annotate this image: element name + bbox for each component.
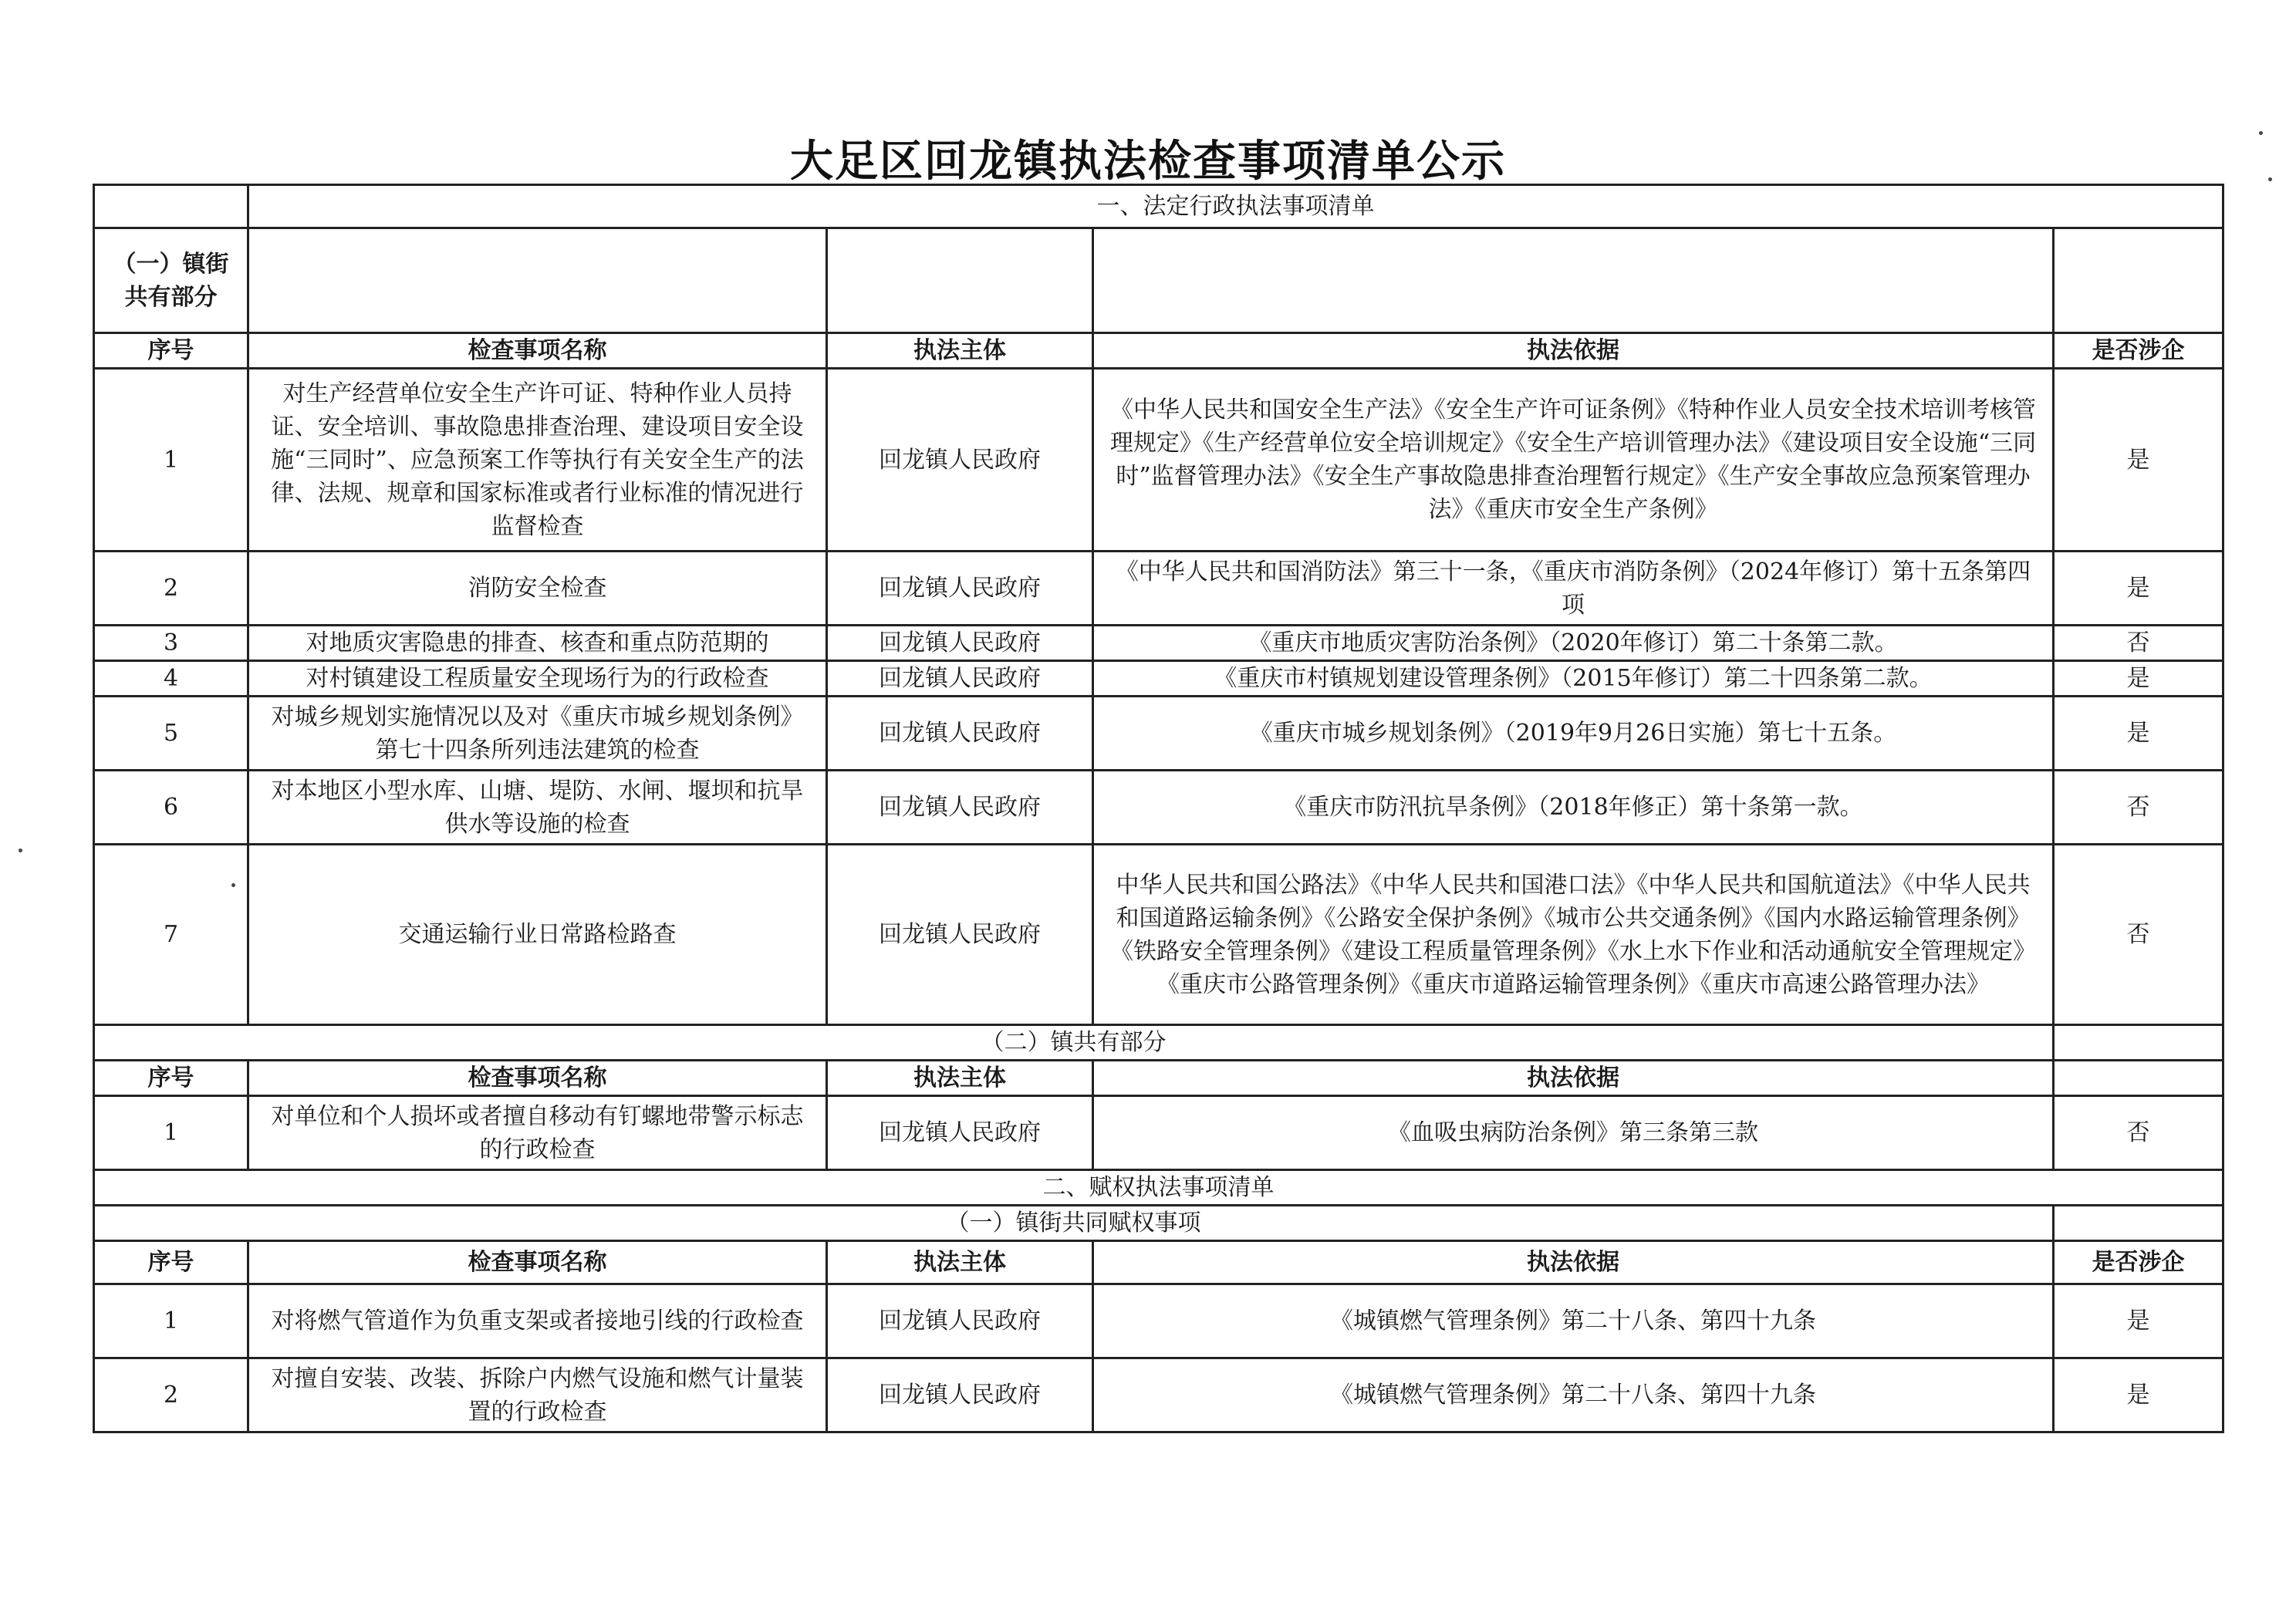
table-row: [94, 369, 2223, 552]
row-subject: 回龙镇人民政府: [827, 845, 1093, 1025]
row-basis: 《重庆市地质灾害防治条例》（2020年修订）第二十条第二款。: [1093, 626, 2054, 661]
scan-speck: [2259, 131, 2263, 135]
row-basis: 《重庆市防汛抗旱条例》（2018年修正）第十条第一款。: [1093, 771, 2054, 845]
row-name: 对将燃气管道作为负重支架或者接地引线的行政检查: [248, 1284, 827, 1358]
row-enterprise: 否: [2054, 1096, 2223, 1170]
row-no: 4: [94, 661, 248, 697]
row-subject: 回龙镇人民政府: [827, 626, 1093, 661]
group-row: [94, 1206, 2223, 1241]
row-enterprise: 是: [2054, 661, 2223, 697]
row-enterprise: 是: [2054, 369, 2223, 552]
header-basis: 执法依据: [1093, 1241, 2054, 1284]
row-basis: 《中华人民共和国消防法》第三十一条，《重庆市消防条例》（2024年修订）第十五条第四项: [1093, 552, 2054, 626]
row-no: 1: [94, 1096, 248, 1170]
row-basis: 中华人民共和国公路法》《中华人民共和国港口法》《中华人民共和国航道法》《中华人民共和国道路运输条例》《公路安全保护条例》《城市公共交通条例》《国内水路运输管理条例》《铁路安全管理条例》《建设工程质量管理条例》《水上水下作业和活动通航安全管理规定》《重庆市公路管理条例》《重庆市道路运输管理条例》《重庆市高速公路管理办法》: [1093, 845, 2054, 1025]
row-name: 对本地区小型水库、山塘、堤防、水闸、堰坝和抗旱供水等设施的检查: [248, 771, 827, 845]
blank-cell: [1093, 228, 2054, 333]
table-row: [94, 845, 2223, 1025]
header-no: 序号: [94, 1241, 248, 1284]
row-basis: 《城镇燃气管理条例》第二十八条、第四十九条: [1093, 1284, 2054, 1358]
row-subject: 回龙镇人民政府: [827, 369, 1093, 552]
blank-cell: [94, 185, 248, 228]
row-enterprise: 是: [2054, 552, 2223, 626]
row-subject: 回龙镇人民政府: [827, 771, 1093, 845]
header-no: 序号: [94, 333, 248, 369]
row-basis: 《重庆市城乡规划条例》（2019年9月26日实施）第七十五条。: [1093, 697, 2054, 771]
row-subject: 回龙镇人民政府: [827, 1358, 1093, 1432]
header-basis: 执法依据: [1093, 333, 2054, 369]
row-name: 交通运输行业日常路检路查: [248, 845, 827, 1025]
row-subject: 回龙镇人民政府: [827, 697, 1093, 771]
row-enterprise: 是: [2054, 1358, 2223, 1432]
section-2-group-1-label: （一）镇街共同赋权事项: [94, 1206, 2054, 1241]
row-no: 7: [94, 845, 248, 1025]
row-name: 对村镇建设工程质量安全现场行为的行政检查: [248, 661, 827, 697]
row-enterprise: 否: [2054, 845, 2223, 1025]
row-enterprise: 是: [2054, 697, 2223, 771]
row-no: 5: [94, 697, 248, 771]
row-subject: 回龙镇人民政府: [827, 661, 1093, 697]
row-subject: 回龙镇人民政府: [827, 552, 1093, 626]
header-row: [94, 1241, 2223, 1284]
row-no: 2: [94, 1358, 248, 1432]
table-row: [94, 697, 2223, 771]
blank-cell: [2054, 228, 2223, 333]
row-name: 对擅自安装、改装、拆除户内燃气设施和燃气计量装置的行政检查: [248, 1358, 827, 1432]
inspection-table: [93, 184, 2224, 1433]
header-basis: 执法依据: [1093, 1061, 2054, 1096]
row-enterprise: 否: [2054, 626, 2223, 661]
row-no: 2: [94, 552, 248, 626]
group-row: [94, 228, 2223, 333]
header-name: 检查事项名称: [248, 1061, 827, 1096]
section-heading-row: [94, 185, 2223, 228]
table-row: [94, 1096, 2223, 1170]
row-name: 对生产经营单位安全生产许可证、特种作业人员持证、安全培训、事故隐患排查治理、建设项目安全设施“三同时”、应急预案工作等执行有关安全生产的法律、法规、规章和国家标准或者行业标准的情况进行监督检查: [248, 369, 827, 552]
scan-speck: [19, 849, 22, 852]
blank-cell: [248, 228, 827, 333]
scan-speck: [2268, 177, 2272, 181]
row-name: 对单位和个人损坏或者擅自移动有钉螺地带警示标志的行政检查: [248, 1096, 827, 1170]
page-title: 大足区回龙镇执法检查事项清单公示: [790, 137, 1506, 187]
header-row: [94, 1061, 2223, 1096]
header-row: [94, 333, 2223, 369]
row-name: 对地质灾害隐患的排查、核查和重点防范期的: [248, 626, 827, 661]
section-2-heading: 二、赋权执法事项清单: [94, 1170, 2223, 1206]
row-basis: 《血吸虫病防治条例》第三条第三款: [1093, 1096, 2054, 1170]
header-subject: 执法主体: [827, 1061, 1093, 1096]
row-basis: 《中华人民共和国安全生产法》《安全生产许可证条例》《特种作业人员安全技术培训考核管理规定》《生产经营单位安全培训规定》《安全生产培训管理办法》《建设项目安全设施“三同时”监督管理办法》《安全生产事故隐患排查治理暂行规定》《生产安全事故应急预案管理办法》《重庆市安全生产条例》: [1093, 369, 2054, 552]
blank-cell: [2054, 1061, 2223, 1096]
row-no: 6: [94, 771, 248, 845]
table-row: [94, 552, 2223, 626]
header-name: 检查事项名称: [248, 1241, 827, 1284]
table-row: [94, 661, 2223, 697]
table-row: [94, 626, 2223, 661]
blank-cell: [2054, 1206, 2223, 1241]
header-name: 检查事项名称: [248, 333, 827, 369]
group-row: [94, 1025, 2223, 1061]
row-name: 消防安全检查: [248, 552, 827, 626]
row-no: 1: [94, 1284, 248, 1358]
row-subject: 回龙镇人民政府: [827, 1284, 1093, 1358]
group-2-label: （二）镇共有部分: [94, 1025, 2054, 1061]
table-row: [94, 771, 2223, 845]
group-1-label: （一）镇街共有部分: [94, 228, 248, 333]
row-name: 对城乡规划实施情况以及对《重庆市城乡规划条例》第七十四条所列违法建筑的检查: [248, 697, 827, 771]
row-enterprise: 是: [2054, 1284, 2223, 1358]
header-enterprise: 是否涉企: [2054, 333, 2223, 369]
row-no: 3: [94, 626, 248, 661]
section-1-heading: 一、法定行政执法事项清单: [248, 185, 2223, 228]
row-basis: 《城镇燃气管理条例》第二十八条、第四十九条: [1093, 1358, 2054, 1432]
section-heading-row: [94, 1170, 2223, 1206]
row-enterprise: 否: [2054, 771, 2223, 845]
header-subject: 执法主体: [827, 333, 1093, 369]
scan-speck: [231, 883, 235, 887]
header-enterprise: 是否涉企: [2054, 1241, 2223, 1284]
header-no: 序号: [94, 1061, 248, 1096]
table-row: [94, 1284, 2223, 1358]
blank-cell: [2054, 1025, 2223, 1061]
row-no: 1: [94, 369, 248, 552]
table-row: [94, 1358, 2223, 1432]
blank-cell: [827, 228, 1093, 333]
row-subject: 回龙镇人民政府: [827, 1096, 1093, 1170]
row-basis: 《重庆市村镇规划建设管理条例》（2015年修订）第二十四条第二款。: [1093, 661, 2054, 697]
header-subject: 执法主体: [827, 1241, 1093, 1284]
